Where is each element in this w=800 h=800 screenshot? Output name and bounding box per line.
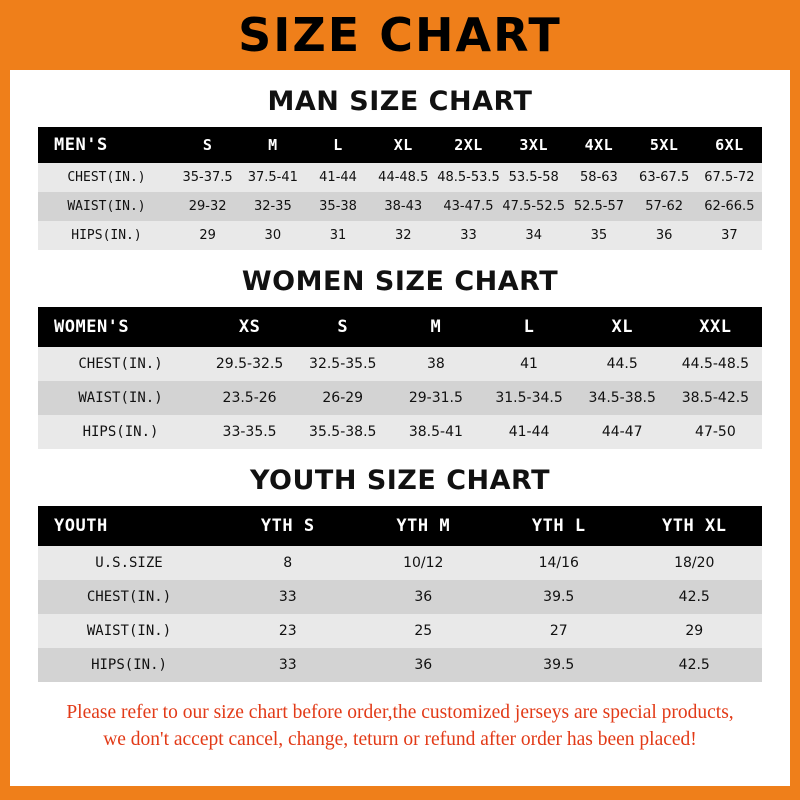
table-cell: 44.5-48.5 — [669, 347, 762, 381]
table-header-row — [38, 506, 762, 546]
table-cell: 18/20 — [627, 546, 763, 580]
row-label: WAIST(IN.) — [38, 614, 220, 648]
table-cell: 62-66.5 — [697, 192, 762, 221]
table-cell: 39.5 — [491, 648, 627, 682]
table-cell: 29 — [175, 221, 240, 250]
table-cell: 32 — [371, 221, 436, 250]
table-header-cell: YOUTH — [54, 516, 108, 536]
table-header-cell: S — [337, 317, 349, 337]
table-header-cell: XL — [393, 136, 413, 154]
table-header-cell: S — [202, 136, 213, 154]
table-row — [38, 192, 762, 221]
footer-note — [10, 700, 790, 754]
row-label: U.S.SIZE — [38, 546, 220, 580]
table-cell: 38-43 — [371, 192, 436, 221]
table-cell: 37 — [697, 221, 762, 250]
table-cell: 26-29 — [296, 381, 389, 415]
table-header-cell: XS — [238, 317, 261, 337]
table-header-row — [38, 307, 762, 347]
table-cell: 41-44 — [305, 163, 370, 192]
table-cell: 30 — [240, 221, 305, 250]
row-label: HIPS(IN.) — [38, 221, 175, 250]
table-header-cell: YTH L — [531, 516, 586, 536]
table-header-row — [38, 127, 762, 163]
table-cell: 29.5-32.5 — [203, 347, 296, 381]
table-header-cell: M — [430, 317, 442, 337]
table-cell: 32.5-35.5 — [296, 347, 389, 381]
table-header-cell: 6XL — [715, 136, 744, 154]
table-cell: 29-32 — [175, 192, 240, 221]
table-header-cell: L — [523, 317, 535, 337]
table-header-cell: YTH XL — [662, 516, 727, 536]
row-label: WAIST(IN.) — [38, 381, 203, 415]
table-cell: 35.5-38.5 — [296, 415, 389, 449]
table-cell: 36 — [356, 580, 492, 614]
table-header-cell: YTH S — [260, 516, 315, 536]
table-header-cell: 3XL — [519, 136, 548, 154]
table-cell: 44-47 — [576, 415, 669, 449]
section-women — [10, 266, 790, 449]
table-cell: 44.5 — [576, 347, 669, 381]
section-title-women: WOMEN SIZE CHART — [241, 266, 559, 297]
table-cell: 58-63 — [566, 163, 631, 192]
section-youth — [10, 465, 790, 682]
table-man-size — [38, 127, 762, 250]
table-cell: 35-38 — [305, 192, 370, 221]
table-cell: 42.5 — [627, 648, 763, 682]
table-cell: 57-62 — [632, 192, 697, 221]
footer-note-line-1: Please refer to our size chart before order,the customized jerseys are special products, — [66, 702, 734, 723]
table-cell: 44-48.5 — [371, 163, 436, 192]
table-header-cell: 2XL — [454, 136, 483, 154]
table-women-size — [38, 307, 762, 449]
table-row — [38, 580, 762, 614]
table-cell: 23 — [220, 614, 356, 648]
table-cell: 38.5-42.5 — [669, 381, 762, 415]
table-cell: 41 — [482, 347, 575, 381]
table-cell: 39.5 — [491, 580, 627, 614]
table-youth-size — [38, 506, 762, 682]
table-cell: 41-44 — [482, 415, 575, 449]
table-header-cell: WOMEN'S — [54, 317, 130, 337]
section-title-man: MAN SIZE CHART — [267, 86, 533, 117]
table-row — [38, 614, 762, 648]
table-cell: 14/16 — [491, 546, 627, 580]
table-cell: 48.5-53.5 — [436, 163, 501, 192]
table-header-cell: YTH M — [396, 516, 451, 536]
table-cell: 34.5-38.5 — [576, 381, 669, 415]
table-cell: 37.5-41 — [240, 163, 305, 192]
table-cell: 33-35.5 — [203, 415, 296, 449]
row-label: CHEST(IN.) — [38, 580, 220, 614]
table-cell: 47.5-52.5 — [501, 192, 566, 221]
table-cell: 35-37.5 — [175, 163, 240, 192]
table-header-cell: XL — [611, 317, 633, 337]
table-cell: 34 — [501, 221, 566, 250]
table-cell: 38.5-41 — [389, 415, 482, 449]
row-label: CHEST(IN.) — [38, 163, 175, 192]
table-cell: 35 — [566, 221, 631, 250]
table-header-cell: XXL — [699, 317, 732, 337]
table-header-cell: 5XL — [649, 136, 679, 154]
table-cell: 53.5-58 — [501, 163, 566, 192]
table-row — [38, 163, 762, 192]
table-cell: 29 — [627, 614, 763, 648]
table-cell: 33 — [220, 648, 356, 682]
row-label: HIPS(IN.) — [38, 415, 203, 449]
row-label: CHEST(IN.) — [38, 347, 203, 381]
table-cell: 47-50 — [669, 415, 762, 449]
section-title-youth: YOUTH SIZE CHART — [249, 465, 551, 496]
row-label: WAIST(IN.) — [38, 192, 175, 221]
table-cell: 33 — [436, 221, 501, 250]
table-cell: 33 — [220, 580, 356, 614]
table-cell: 43-47.5 — [436, 192, 501, 221]
table-cell: 25 — [356, 614, 492, 648]
table-cell: 52.5-57 — [566, 192, 631, 221]
row-label: HIPS(IN.) — [38, 648, 220, 682]
page-title: SIZE CHART — [238, 8, 562, 62]
table-row — [38, 415, 762, 449]
table-header-cell: 4XL — [584, 136, 614, 154]
table-cell: 29-31.5 — [389, 381, 482, 415]
table-header-cell: M — [268, 136, 278, 154]
table-header-cell: L — [333, 136, 343, 154]
table-cell: 31 — [305, 221, 370, 250]
table-row — [38, 648, 762, 682]
table-cell: 31.5-34.5 — [482, 381, 575, 415]
table-cell: 32-35 — [240, 192, 305, 221]
table-cell: 67.5-72 — [697, 163, 762, 192]
header-banner — [0, 0, 800, 70]
table-header-cell: MEN'S — [54, 135, 108, 155]
table-cell: 36 — [356, 648, 492, 682]
table-cell: 27 — [491, 614, 627, 648]
table-row — [38, 381, 762, 415]
footer-note-line-2: we don't accept cancel, change, teturn or refund after order has been placed! — [103, 728, 697, 750]
table-cell: 8 — [220, 546, 356, 580]
table-cell: 23.5-26 — [203, 381, 296, 415]
footer-banner — [0, 786, 800, 800]
table-cell: 38 — [389, 347, 482, 381]
table-cell: 36 — [632, 221, 697, 250]
table-row — [38, 347, 762, 381]
table-cell: 63-67.5 — [632, 163, 697, 192]
table-cell: 42.5 — [627, 580, 763, 614]
table-cell: 10/12 — [356, 546, 492, 580]
section-man — [10, 86, 790, 250]
table-row — [38, 221, 762, 250]
table-row — [38, 546, 762, 580]
